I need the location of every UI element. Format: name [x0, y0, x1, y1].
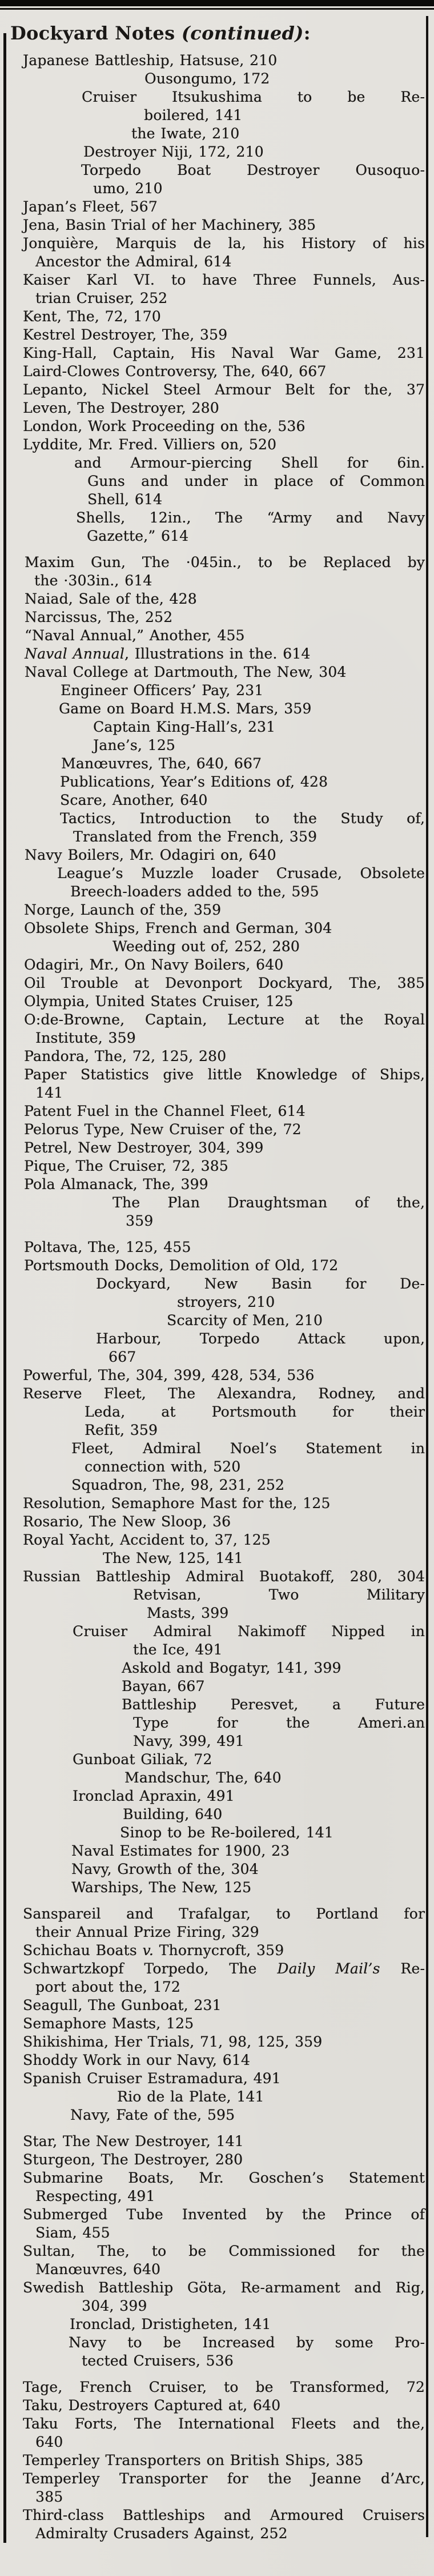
index-line: Building, 640: [123, 1806, 223, 1823]
index-line: Rosario, The New Sloop, 36: [23, 1513, 231, 1530]
index-line: Naval College at Dartmouth, The New, 304: [25, 664, 347, 680]
index-line: Navy Boilers, Mr. Odagiri on, 640: [25, 847, 276, 863]
index-line-italic-text: Naval Annual: [25, 645, 124, 662]
index-line: Jena, Basin Trial of her Machinery, 385: [23, 217, 316, 233]
index-line: Tage, French Cruiser, to be Transformed, 72: [23, 2379, 425, 2395]
index-line: connection with, 520: [85, 1458, 241, 1475]
index-line: Pique, The Cruiser, 72, 385: [24, 1158, 228, 1174]
index-line: Battleship Peresvet, a Future: [122, 1696, 425, 1713]
index-line: Jane’s, 125: [93, 737, 175, 753]
index-line: Cruiser Itsukushima to be Re-: [82, 89, 425, 105]
index-line: Fleet, Admiral Noel’s Statement in: [71, 1440, 425, 1457]
index-line: Navy, 399, 491: [133, 1733, 244, 1749]
index-line: Gunboat Giliak, 72: [73, 1751, 212, 1768]
index-line: Type for the Ameri.an: [133, 1714, 425, 1731]
index-line: Bayan, 667: [122, 1678, 205, 1694]
index-line: Obsolete Ships, French and German, 304: [24, 920, 332, 936]
index-line: Norge, Launch of the, 359: [24, 902, 222, 918]
index-line: Navy to be Increased by some Pro-: [69, 2334, 425, 2351]
index-line: the ·303in., 614: [34, 572, 152, 589]
index-line: Rio de la Plate, 141: [117, 2088, 264, 2105]
index-line: Leven, The Destroyer, 280: [23, 400, 219, 416]
index-line: the Ice, 491: [133, 1641, 223, 1658]
index-line: Spanish Cruiser Estramadura, 491: [23, 2070, 281, 2087]
section-heading-colon: :: [303, 22, 311, 44]
index-line: Kestrel Destroyer, The, 359: [23, 326, 228, 343]
page-top-ink-bar: [0, 0, 434, 6]
index-line: Kent, The, 72, 170: [23, 308, 161, 325]
index-line: Powerful, The, 304, 399, 428, 534, 536: [23, 1367, 315, 1383]
index-line: umo, 210: [93, 180, 163, 197]
index-line: Odagiri, Mr., On Navy Boilers, 640: [24, 956, 284, 973]
index-line: “Naval Annual,” Another, 455: [25, 627, 245, 644]
section-heading: [0, 21, 434, 46]
index-line: Ironclad, Dristigheten, 141: [70, 2316, 271, 2332]
index-line: The Plan Draughtsman of the,: [112, 1194, 425, 1211]
index-line: Oil Trouble at Devonport Dockyard, The, 385: [24, 975, 425, 991]
index-line: Manœuvres, 640: [35, 2261, 161, 2278]
index-line-text: Re-: [380, 1960, 425, 1977]
index-line: Captain King-Hall’s, 231: [93, 719, 276, 735]
index-line: [0, 1960, 434, 1978]
index-line: Engineer Officers’ Pay, 231: [61, 682, 264, 699]
index-line: Third-class Battleships and Armoured Cruisers: [23, 2507, 425, 2523]
index-line: Naval Estimates for 1900, 23: [71, 1843, 290, 1859]
index-line: Gazette,” 614: [87, 528, 189, 544]
index-line: boilered, 141: [144, 107, 243, 123]
index-line: Siam, 455: [35, 2224, 110, 2241]
index-line: Royal Yacht, Accident to, 37, 125: [23, 1532, 271, 1548]
index-line: Sanspareil and Trafalgar, to Portland for: [23, 1905, 425, 1922]
index-line: Kaiser Karl VI. to have Three Funnels, Aus-: [23, 272, 425, 288]
index-line: O:de-Browne, Captain, Lecture at the Royal: [24, 1011, 425, 1028]
index-column: [0, 21, 434, 2543]
index-line: Squadron, The, 98, 231, 252: [71, 1477, 285, 1493]
index-line: [0, 645, 434, 663]
index-line: Ironclad Apraxin, 491: [73, 1788, 235, 1804]
index-line: Laird-Clowes Controversy, The, 640, 667: [23, 363, 327, 380]
index-line: Olympia, United States Cruiser, 125: [24, 993, 294, 1010]
index-line: Submarine Boats, Mr. Goschen’s Statement: [23, 2170, 425, 2186]
index-line: Swedish Battleship Göta, Re-armament and Rig,: [23, 2279, 425, 2296]
index-line-italic-text: Daily Mail’s: [277, 1960, 380, 1977]
index-line: Breech-loaders added to the, 595: [70, 883, 319, 900]
index-line: Cruiser Admiral Nakimoff Nipped in: [73, 1623, 425, 1640]
index-line: Narcissus, The, 252: [25, 609, 173, 625]
index-line: Petrel, New Destroyer, 304, 399: [24, 1139, 264, 1156]
index-line: Navy, Fate of the, 595: [70, 2107, 235, 2123]
index-line: the Iwate, 210: [131, 125, 240, 142]
index-line: Publications, Year’s Editions of, 428: [60, 773, 328, 790]
index-line: Lyddite, Mr. Fred. Villiers on, 520: [23, 436, 277, 453]
index-line-text: Schichau Boats: [23, 1942, 143, 1959]
index-line: Scare, Another, 640: [60, 792, 208, 808]
index-line: tected Cruisers, 536: [82, 2352, 234, 2369]
index-line: Shikishima, Her Trials, 71, 98, 125, 359: [23, 2033, 323, 2050]
index-line: Reserve Fleet, The Alexandra, Rodney, and: [23, 1385, 425, 1402]
index-line: Ancestor the Admiral, 614: [35, 253, 232, 270]
index-line: 359: [126, 1213, 154, 1229]
index-line: Jonquière, Marquis de la, his History of his: [23, 235, 425, 252]
index-line: Dockyard, New Basin for De-: [96, 1275, 425, 1292]
index-line: Tactics, Introduction to the Study of,: [60, 810, 425, 827]
index-line: Manœuvres, The, 640, 667: [61, 755, 262, 772]
section-heading-italic: (continued): [181, 22, 304, 44]
index-line: Scarcity of Men, 210: [167, 1312, 323, 1329]
index-line: Warships, The New, 125: [71, 1879, 252, 1896]
index-line: Russian Battleship Admiral Buotakoff, 280, 304: [23, 1568, 425, 1585]
index-line: Sinop to be Re-boilered, 141: [120, 1824, 333, 1841]
index-line: The New, 125, 141: [103, 1550, 243, 1566]
index-line: Sultan, The, to be Commissioned for the: [23, 2243, 425, 2259]
index-line: Naiad, Sale of the, 428: [25, 591, 197, 607]
index-line: their Annual Prize Firing, 329: [35, 1924, 259, 1940]
index-line: Maxim Gun, The ·045in., to be Replaced by: [25, 554, 425, 571]
index-line: Poltava, The, 125, 455: [24, 1239, 191, 1255]
index-line: Japanese Battleship, Hatsuse, 210: [23, 52, 278, 69]
index-line: Lepanto, Nickel Steel Armour Belt for the, 37: [23, 381, 425, 398]
index-line: Leda, at Portsmouth for their: [85, 1403, 425, 1420]
section-heading-bold: Dockyard Notes: [10, 22, 182, 44]
index-line: trian Cruiser, 252: [35, 290, 168, 306]
index-line: Resolution, Semaphore Mast for the, 125: [23, 1495, 331, 1512]
index-line: Refit, 359: [85, 1422, 158, 1438]
index-line: Harbour, Torpedo Attack upon,: [96, 1330, 425, 1347]
index-line: Taku Forts, The International Fleets and the,: [23, 2415, 425, 2432]
index-line: stroyers, 210: [177, 1294, 275, 1310]
index-line: Shells, 12in., The “Army and Navy: [76, 509, 425, 526]
index-line: Game on Board H.M.S. Mars, 359: [59, 700, 312, 717]
index-line: 304, 399: [82, 2298, 147, 2314]
index-lines: [0, 51, 434, 2543]
index-line: Pola Almanack, The, 399: [24, 1176, 208, 1193]
index-line: 667: [108, 1349, 136, 1365]
index-line: port about the, 172: [35, 1979, 180, 1995]
index-line: Institute, 359: [35, 1030, 136, 1046]
index-line-text: Thornycroft, 359: [153, 1942, 284, 1959]
index-line: Portsmouth Docks, Demolition of Old, 172: [24, 1257, 339, 1274]
index-line: Admiralty Crusaders Against, 252: [35, 2525, 288, 2542]
index-line: Patent Fuel in the Channel Fleet, 614: [24, 1103, 306, 1119]
index-line: 640: [35, 2434, 63, 2450]
index-line: Shell, 614: [87, 491, 163, 508]
index-line: Navy, Growth of the, 304: [71, 1861, 259, 1877]
index-line: Taku, Destroyers Captured at, 640: [23, 2397, 281, 2414]
page-top-rule: [0, 8, 434, 10]
index-line: 141: [35, 1084, 63, 1101]
index-line-italic-text: v.: [142, 1942, 154, 1959]
index-line: Askold and Bogatyr, 141, 399: [122, 1660, 341, 1676]
index-line: Paper Statistics give little Knowledge of Ships,: [24, 1066, 425, 1083]
index-line: Mandschur, The, 640: [124, 1769, 282, 1786]
index-line: Sturgeon, The Destroyer, 280: [23, 2151, 243, 2168]
index-line: Masts, 399: [147, 1605, 229, 1621]
index-line: Star, The New Destroyer, 141: [23, 2133, 244, 2150]
index-line: and Armour-piercing Shell for 6in.: [74, 454, 425, 471]
index-line: [0, 1941, 434, 1960]
index-line: London, Work Proceeding on the, 536: [23, 418, 306, 434]
index-line-text: Schwartzkopf Torpedo, The: [23, 1960, 278, 1977]
index-line: 385: [35, 2489, 63, 2505]
index-line: Torpedo Boat Destroyer Ousoquo-: [81, 162, 425, 178]
index-line: Seagull, The Gunboat, 231: [23, 1997, 222, 2013]
index-line: Ousongumo, 172: [144, 70, 270, 87]
index-line: Semaphore Masts, 125: [23, 2015, 194, 2032]
index-line: Temperley Transporters on British Ships, 385: [23, 2452, 364, 2469]
index-line: Pandora, The, 72, 125, 280: [24, 1048, 227, 1064]
index-line: Guns and under in place of Common: [87, 473, 425, 489]
index-line-text: , Illustrations in the. 614: [124, 645, 311, 662]
index-line: Weeding out of, 252, 280: [112, 938, 300, 955]
index-line: Pelorus Type, New Cruiser of the, 72: [24, 1121, 302, 1138]
index-line: Retvisan, Two Military: [133, 1586, 425, 1603]
index-line: Translated from the French, 359: [73, 828, 318, 845]
index-line: Submerged Tube Invented by the Prince of: [23, 2206, 425, 2223]
index-line: Destroyer Niji, 172, 210: [83, 143, 264, 160]
index-line: Temperley Transporter for the Jeanne d’Arc,: [23, 2470, 425, 2487]
index-line: Shoddy Work in our Navy, 614: [23, 2052, 250, 2068]
index-line: Respecting, 491: [35, 2188, 155, 2204]
index-line: King-Hall, Captain, His Naval War Game, 231: [23, 345, 425, 361]
index-line: Japan’s Fleet, 567: [23, 198, 158, 215]
index-line: League’s Muzzle loader Crusade, Obsolete: [57, 865, 425, 882]
